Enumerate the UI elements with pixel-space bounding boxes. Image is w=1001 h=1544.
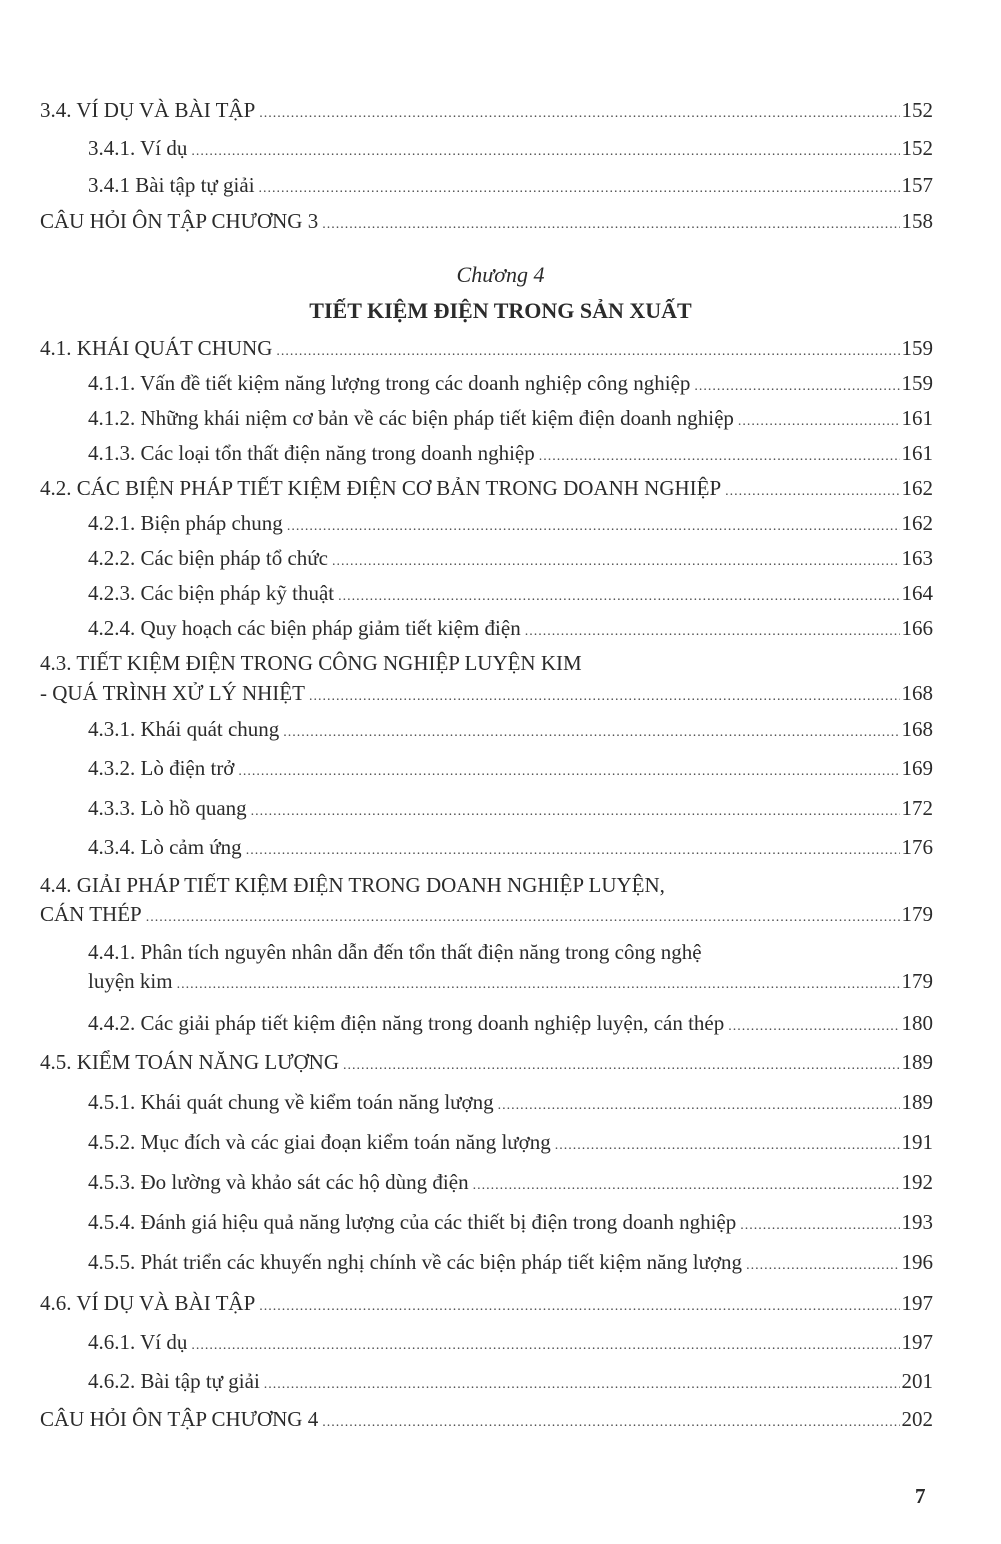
- chapter-title: TIẾT KIỆM ĐIỆN TRONG SẢN XUẤT: [309, 298, 692, 323]
- dot-leader: [555, 1133, 900, 1159]
- dot-leader: [259, 1294, 899, 1320]
- toc-entry-page: 189: [901, 1090, 933, 1114]
- toc-entry-title: 4.5. KIỂM TOÁN NĂNG LƯỢNG: [40, 1050, 340, 1074]
- toc-entry-page: 152: [901, 98, 933, 122]
- dot-leader: [738, 409, 900, 435]
- toc-entry-title-line1: 4.3. TIẾT KIỆM ĐIỆN TRONG CÔNG NGHIỆP LUYỆN KIM: [40, 651, 582, 675]
- toc-entry: [40, 901, 933, 931]
- toc-entry: [88, 615, 933, 645]
- toc-entry-page: 168: [901, 717, 933, 741]
- toc-entry-title: 3.4.1 Bài tập tự giải: [88, 173, 255, 197]
- toc-entry: [40, 335, 933, 365]
- toc-entry-title: 4.5.5. Phát triển các khuyến nghị chính về các biện pháp tiết kiệm năng lượng: [88, 1250, 743, 1274]
- toc-entry: [88, 545, 933, 575]
- dot-leader: [343, 1053, 899, 1079]
- toc-entry-page: 161: [901, 441, 933, 465]
- dot-leader: [322, 1410, 899, 1436]
- toc-entry-title-line1: 4.4. GIẢI PHÁP TIẾT KIỆM ĐIỆN TRONG DOANH NGHIỆP LUYỆN,: [40, 873, 665, 897]
- toc-entry: [40, 1406, 933, 1436]
- toc-entry-title-line1: 4.4.1. Phân tích nguyên nhân dẫn đến tổn thất điện năng trong công nghệ: [88, 940, 702, 964]
- toc-entry: [88, 1129, 933, 1159]
- toc-entry-page: 191: [901, 1130, 933, 1154]
- dot-leader: [191, 139, 899, 165]
- toc-entry: [40, 475, 933, 505]
- toc-entry-title: 4.1.2. Những khái niệm cơ bản về các biện pháp tiết kiệm điện doanh nghiệp: [88, 406, 734, 430]
- toc-entry-page: 179: [901, 969, 933, 993]
- toc-entry-page: 159: [901, 336, 933, 360]
- toc-entry-page: 192: [901, 1170, 933, 1194]
- toc-entry: [88, 1368, 933, 1398]
- toc-entry: [40, 680, 933, 710]
- toc-entry-page: 152: [901, 136, 933, 160]
- toc-entry: [88, 1010, 933, 1040]
- page-number: 7: [915, 1484, 926, 1508]
- toc-entry-title: 4.5.4. Đánh giá hiệu quả năng lượng của các thiết bị điện trong doanh nghiệp: [88, 1210, 737, 1234]
- toc-entry-title: 4.1. KHÁI QUÁT CHUNG: [40, 336, 273, 360]
- toc-entry-page: 169: [901, 756, 933, 780]
- toc-entry: [88, 370, 933, 400]
- toc-entry-page: 189: [901, 1050, 933, 1074]
- toc-entry-title: 4.2.3. Các biện pháp kỹ thuật: [88, 581, 335, 605]
- toc-entry-title: 4.2.1. Biện pháp chung: [88, 511, 283, 535]
- toc-entry-page: 201: [901, 1369, 933, 1393]
- dot-leader: [283, 720, 899, 746]
- toc-entry: [88, 834, 933, 864]
- toc-entry: [88, 1249, 933, 1279]
- dot-leader: [309, 684, 900, 710]
- toc-entry-page: 193: [901, 1210, 933, 1234]
- dot-leader: [251, 799, 900, 825]
- toc-entry: [88, 716, 933, 746]
- dot-leader: [191, 1333, 899, 1359]
- dot-leader: [725, 479, 899, 505]
- dot-leader: [177, 972, 900, 998]
- toc-entry: [88, 1329, 933, 1359]
- toc-entry-title: 4.1.1. Vấn đề tiết kiệm năng lượng trong các doanh nghiệp công nghiệp: [88, 371, 691, 395]
- dot-leader: [498, 1093, 900, 1119]
- toc-entry: [88, 172, 933, 202]
- toc-entry-title: 3.4.1. Ví dụ: [88, 136, 188, 160]
- toc-entry-title: 4.3.1. Khái quát chung: [88, 717, 280, 741]
- toc-entry-page: 162: [901, 476, 933, 500]
- dot-leader: [740, 1213, 899, 1239]
- toc-entry-title-line2: - QUÁ TRÌNH XỬ LÝ NHIỆT: [40, 681, 305, 705]
- dot-leader: [259, 101, 899, 127]
- dot-leader: [728, 1014, 899, 1040]
- toc-entry-title: 4.6.2. Bài tập tự giải: [88, 1369, 260, 1393]
- toc-entry-page: 164: [901, 581, 933, 605]
- toc-entry-page: 168: [901, 681, 933, 705]
- toc-entry-title: 4.5.1. Khái quát chung về kiểm toán năng lượng: [88, 1090, 494, 1114]
- dot-leader: [322, 212, 899, 238]
- toc-entry: [88, 1089, 933, 1119]
- toc-entry: [88, 968, 933, 998]
- toc-entry-title-line2: CÁN THÉP: [40, 902, 142, 926]
- toc-entry-title: CÂU HỎI ÔN TẬP CHƯƠNG 4: [40, 1407, 319, 1431]
- toc-entry-page: 176: [901, 835, 933, 859]
- toc-entry-title: 4.2. CÁC BIỆN PHÁP TIẾT KIỆM ĐIỆN CƠ BẢN TRONG DOANH NGHIỆP: [40, 476, 722, 500]
- toc-entry-page: 163: [901, 546, 933, 570]
- dot-leader: [238, 759, 899, 785]
- toc-entry-page: 196: [901, 1250, 933, 1274]
- toc-entry-page: 166: [901, 616, 933, 640]
- toc-entry-page: 172: [901, 796, 933, 820]
- toc-entry-page: 162: [901, 511, 933, 535]
- toc-entry-page: 179: [901, 902, 933, 926]
- dot-leader: [287, 514, 900, 540]
- dot-leader: [539, 444, 900, 470]
- toc-entry-title: 4.2.2. Các biện pháp tổ chức: [88, 546, 328, 570]
- dot-leader: [473, 1173, 900, 1199]
- toc-entry-title: 4.4.2. Các giải pháp tiết kiệm điện năng trong doanh nghiệp luyện, cán thép: [88, 1011, 725, 1035]
- toc-entry-title: 4.3.2. Lò điện trở: [88, 756, 235, 780]
- dot-leader: [746, 1253, 899, 1279]
- toc-entry-title: 4.3.3. Lò hồ quang: [88, 796, 247, 820]
- toc-entry: [88, 405, 933, 435]
- toc-entry-title-line2: luyện kim: [88, 969, 173, 993]
- toc-entry-page: 197: [901, 1330, 933, 1354]
- dot-leader: [276, 339, 899, 365]
- dot-leader: [525, 619, 900, 645]
- toc-entry-title: 4.5.2. Mục đích và các giai đoạn kiểm toán năng lượng: [88, 1130, 551, 1154]
- chapter-label: Chương 4: [456, 262, 545, 287]
- dot-leader: [146, 905, 900, 931]
- toc-entry-page: 161: [901, 406, 933, 430]
- toc-entry-page: 159: [901, 371, 933, 395]
- toc-entry: [40, 97, 933, 127]
- toc-entry-page: 197: [901, 1291, 933, 1315]
- toc-entry: [88, 795, 933, 825]
- toc-entry: [88, 755, 933, 785]
- dot-leader: [332, 549, 900, 575]
- dot-leader: [246, 838, 900, 864]
- toc-entry: [88, 135, 933, 165]
- toc-entry-page: 202: [901, 1407, 933, 1431]
- toc-entry: [88, 510, 933, 540]
- toc-entry: [40, 1290, 933, 1320]
- dot-leader: [259, 176, 900, 202]
- toc-entry: [88, 580, 933, 610]
- toc-entry-title: CÂU HỎI ÔN TẬP CHƯƠNG 3: [40, 209, 319, 233]
- toc-entry: [88, 1169, 933, 1199]
- toc-entry-title: 4.6.1. Ví dụ: [88, 1330, 188, 1354]
- toc-entry: [40, 1049, 933, 1079]
- toc-entry-title: 4.1.3. Các loại tổn thất điện năng trong doanh nghiệp: [88, 441, 535, 465]
- toc-entry-title: 4.2.4. Quy hoạch các biện pháp giảm tiết kiệm điện: [88, 616, 521, 640]
- toc-entry: [40, 208, 933, 238]
- toc-entry-title: 4.3.4. Lò cảm ứng: [88, 835, 242, 859]
- toc-entry-page: 157: [901, 173, 933, 197]
- dot-leader: [264, 1372, 900, 1398]
- toc-entry-title: 4.6. VÍ DỤ VÀ BÀI TẬP: [40, 1291, 256, 1315]
- toc-entry: [88, 440, 933, 470]
- toc-entry-title: 4.5.3. Đo lường và khảo sát các hộ dùng điện: [88, 1170, 469, 1194]
- toc-entry: [88, 1209, 933, 1239]
- dot-leader: [338, 584, 899, 610]
- toc-entry-page: 180: [901, 1011, 933, 1035]
- dot-leader: [694, 374, 899, 400]
- toc-entry-title: 3.4. VÍ DỤ VÀ BÀI TẬP: [40, 98, 256, 122]
- toc-entry-page: 158: [901, 209, 933, 233]
